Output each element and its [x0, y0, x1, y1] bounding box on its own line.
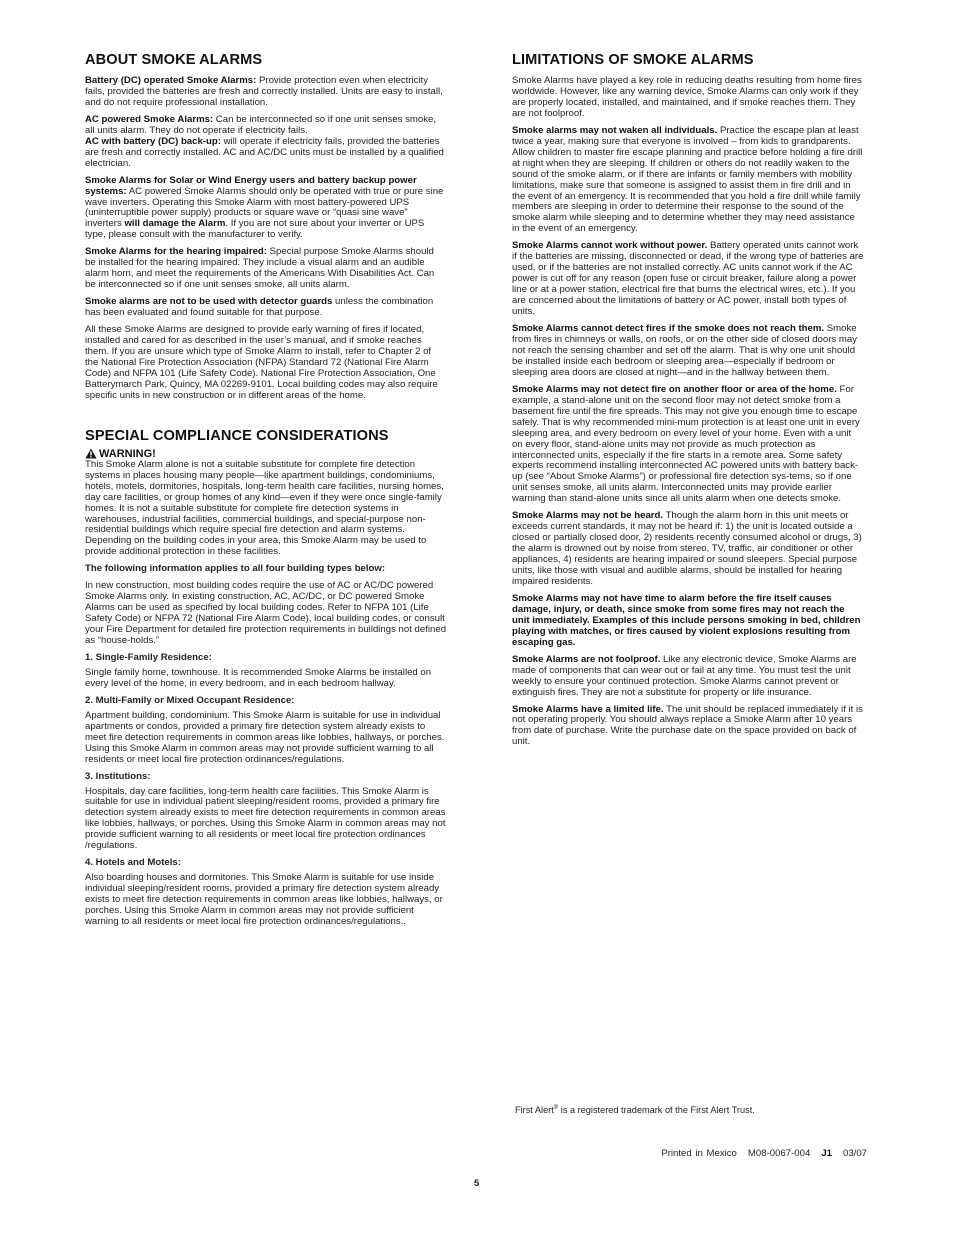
following-note: The following information applies to all four building types below: [85, 563, 386, 575]
warning-text: This Smoke Alarm alone is not a suitable substitute for complete fire detection systems in places housing many people—like apartment buildings, condominiums, hotels, motels, dormitories, hospitals, long-term health care facilities, nursing homes, day care facilities, or group homes of any kind—even if they were once single-family homes. It is not a suitable substitute for complete fire detection systems in warehouses, industrial facilities, commercial buildings, and special-purpose non-residential buildings which require special fire detection and alarm systems. Depending on the building codes in your area, this Smoke Alarm may be used to provide additional protection in these facilities. [85, 458, 444, 558]
hearing-paragraph: Smoke Alarms for the hearing impaired: Special purpose Smoke Alarms should be installed for the hearing impaired. They include a visual alarm and an audible alarm horn, and meet the requirements of the Americans With Disabilities Act. Can be interconnected so if one unit senses smoke, all units alarm. [85, 246, 435, 291]
right-column [512, 52, 864, 754]
type-text: Single family home, townhouse. It is recommended Smoke Alarms be installed on every level of the home, in every bedroom, and in each bedroom hallway. [85, 666, 432, 689]
limitation-item: Smoke Alarms may not detect fire on another floor or area of the home. For example, a stand-alone unit on the second floor may not detect smoke from a basement fire until the fire spreads. This may not give you enough time to escape safely. That is why recommended mini-mum protection is at least one unit in every sleeping area, and every bedroom on every level of your home. Even with a unit on every floor, stand-alone units may not provide as much protection as interconnected units, especially if the fire starts in a remote area. Some safety experts recommend installing interconnected AC powered units with battery back-up (see “About Smoke Alarms”) or professional fire detection sys-tems, so if one unit senses smoke, all units alarm. Interconnected units may provide earlier warning than stand-alone units since all units alarm when one detects smoke. [512, 383, 860, 505]
type-title: 3. Institutions: [85, 770, 151, 782]
about-heading: ABOUT SMOKE ALARMS [85, 52, 263, 68]
limitation-item: Smoke Alarms cannot detect fires if the smoke does not reach them. Smoke from fires in chimneys or walls, on roofs, or on the other side of closed doors may not reach the sensing chamber and set off the alarm. That is why one unit should be installed inside each bedroom or sleeping area—especially if bedroom or sleeping area doors are closed at night—and in the hallway between them. [512, 323, 857, 378]
all-alarms-paragraph: All these Smoke Alarms are designed to provide early warning of fires if located, installed and cared for as described in the user’s manual, and if smoke reaches them. If you are unsure which type of Smoke Alarm to install, refer to Chapter 2 of the National Fire Protection Association (NFPA) Standard 72 (National Fire Alarm Code) and NFPA 101 (Life Safety Code). National Fire Protection Association, One Batterymarch Park, Quincy, MA 02269-9101. Local building codes may also require specific units in new construction or in different areas of the home. [85, 324, 438, 401]
left-column [85, 52, 447, 934]
limitation-item: Smoke Alarms may not be heard. Though the alarm horn in this unit meets or exceeds current standards, it may not be heard if: 1) the unit is located outside a closed or partially closed door, 2) residents recently consumed alcohol or drugs, 3) the alarm is drowned out by noise from stereo, TV, traffic, air conditioner or other appliances, 4) residents are hearing impaired or sound sleepers. Special purpose units, like those with visual and audible alarms, should be installed for hearing impaired residents. [512, 510, 862, 587]
type-title: 4. Hotels and Motels: [85, 857, 181, 869]
limitations-heading: LIMITATIONS OF SMOKE ALARMS [512, 52, 754, 68]
limitation-item: Smoke Alarms may not have time to alarm before the fire itself causes damage, injury, or death, since smoke from some fires may not reach the unit immediately. Examples of this include persons smoking in bed, children playing with matches, or fires caused by violent explosions resulting from escaping gas. [512, 592, 861, 648]
limitation-item: Smoke Alarms cannot work without power. Battery operated units cannot work if the batteries are missing, disconnected or dead, if the wrong type of batteries are used, or if the batteries are not installed correctly. AC units cannot work if the AC power is cut off for any reason (open fuse or circuit breaker, failure along a power line or at a power station, electrical fire that burns the electrical wires, etc.). If you are concerned about the limitations of battery or AC power, install both types of units. [512, 240, 864, 318]
battery-paragraph: Battery (DC) operated Smoke Alarms: Provide protection even when electricity fails, provided the batteries are fresh and correctly installed. Units are easy to install, and do not require professional installation. [85, 75, 443, 108]
acdc-paragraph: AC with battery (DC) back-up: will operate if electricity fails, provided the batteries are fresh and correctly installed. AC and AC/DC units must be installed by a qualified electrician. [85, 135, 444, 169]
type-title: 2. Multi-Family or Mixed Occupant Residence: [85, 694, 295, 706]
ac-paragraph: AC powered Smoke Alarms: Can be interconnected so if one unit senses smoke, all units alarm. They do not operate if electricity fails. [85, 113, 437, 136]
warning-triangle-icon [85, 448, 97, 459]
type-title: 1. Single-Family Residence: [85, 651, 212, 663]
limitation-item: Smoke alarms may not waken all individuals. Practice the escape plan at least twice a year, making sure that everyone is involved – from kids to grandparents. Allow children to master fire escape planning and practice before holding a fire drill at night when they are sleeping. If children or others do not readily waken to the sound of the smoke alarm, or if there are infants or family members with mobility limitations, make sure that someone is assigned to assist them in fire drill and in the event of an emergency. It is recommended that you hold a fire drill while family members are sleeping in order to determine their response to the sound of the smoke alarm while sleeping and to determine whether they may need assistance in the event of an emergency. [512, 124, 863, 235]
limitation-item: Smoke Alarms are not foolproof. Like any electronic device, Smoke Alarms are made of components that can wear out or fail at any time. You must test the unit weekly to ensure your continued protection. Smoke Alarms cannot prevent or extinguish fires. They are not a substitute for property or life insurance. [512, 653, 857, 698]
solar-paragraph: Smoke Alarms for Solar or Wind Energy users and battery backup power systems: AC powered Smoke Alarms should only be operated with true or pure sine wave inverters. Operating this Smoke Alarm with most battery-powered UPS (uninterruptible power supply) products or square wave or “quasi sine wave” inverters will damage the Alarm. If you are not sure about your inverter or UPS type, please consult with the manufacturer to verify. [85, 174, 444, 241]
limitation-item: Smoke Alarms have a limited life. The unit should be replaced immediately if it is not operating properly. You should always replace a Smoke Alarm after 10 years from date of purchase. Write the purchase date on the space provided on back of unit. [512, 703, 863, 748]
type-text: Apartment building, condominium. This Smoke Alarm is suitable for use in individual apartments or condos, provided a primary fire detection system already exists to meet fire detection requirements in common areas like lobbies, hallways, or porches. Using this Smoke Alarm in common areas may not provide sufficient warning to all residents or meet local fire protection ordinances/regulations. [85, 709, 445, 765]
special-heading: SPECIAL COMPLIANCE CONSIDERATIONS [85, 427, 389, 444]
trademark-notice: First Alert® is a registered trademark of the First Alert Trust. [515, 1105, 755, 1116]
limitations-intro: Smoke Alarms have played a key role in reducing deaths resulting from home fires worldwide. However, like any warning device, Smoke Alarms can only work if they are properly located, installed, and maintained, and if smoke reaches them. They are not foolproof. [512, 75, 862, 119]
page-number: 5 [474, 1178, 480, 1189]
new-construction-paragraph: In new construction, most building codes require the use of AC or AC/DC powered Smoke Alarms only. In existing construction, AC, AC/DC, or DC powered Smoke Alarms can be used as specified by local building codes. Refer to NFPA 101 (Life Safety Code) or NFPA 72 (National Fire Alarm Code), local building codes, or consult your Fire Department for detailed fire protection requirements in buildings not defined as “house-holds.” [85, 580, 447, 647]
guards-paragraph: Smoke alarms are not to be used with detector guards unless the combination has been evaluated and found suitable for that purpose. [85, 296, 434, 319]
warning-label: WARNING! [85, 448, 447, 460]
print-info: Printed in Mexico M08-0067-004 J1 03/07 [661, 1148, 867, 1159]
type-text: Also boarding houses and dormitories. This Smoke Alarm is suitable for use inside individual sleeping/resident rooms, provided a primary fire detection system already exists to meet fire detection requirements in common areas like lobbies, hallways, or porches. Using this Smoke Alarm in common areas may not provide sufficient warning to all residents or meet local fire protection ordinances/regulations.. [85, 872, 443, 927]
type-text: Hospitals, day care facilities, long-term health care facilities. This Smoke Alarm is suitable for use in individual patient sleeping/resident rooms, provided a primary fire detection system already exists to meet fire detection requirements in common areas like lobbies, hallways, or porches. Using this Smoke Alarm in common areas may not provide sufficient warning to all residents or meet local fire protection ordinances /regulations. [85, 785, 446, 852]
